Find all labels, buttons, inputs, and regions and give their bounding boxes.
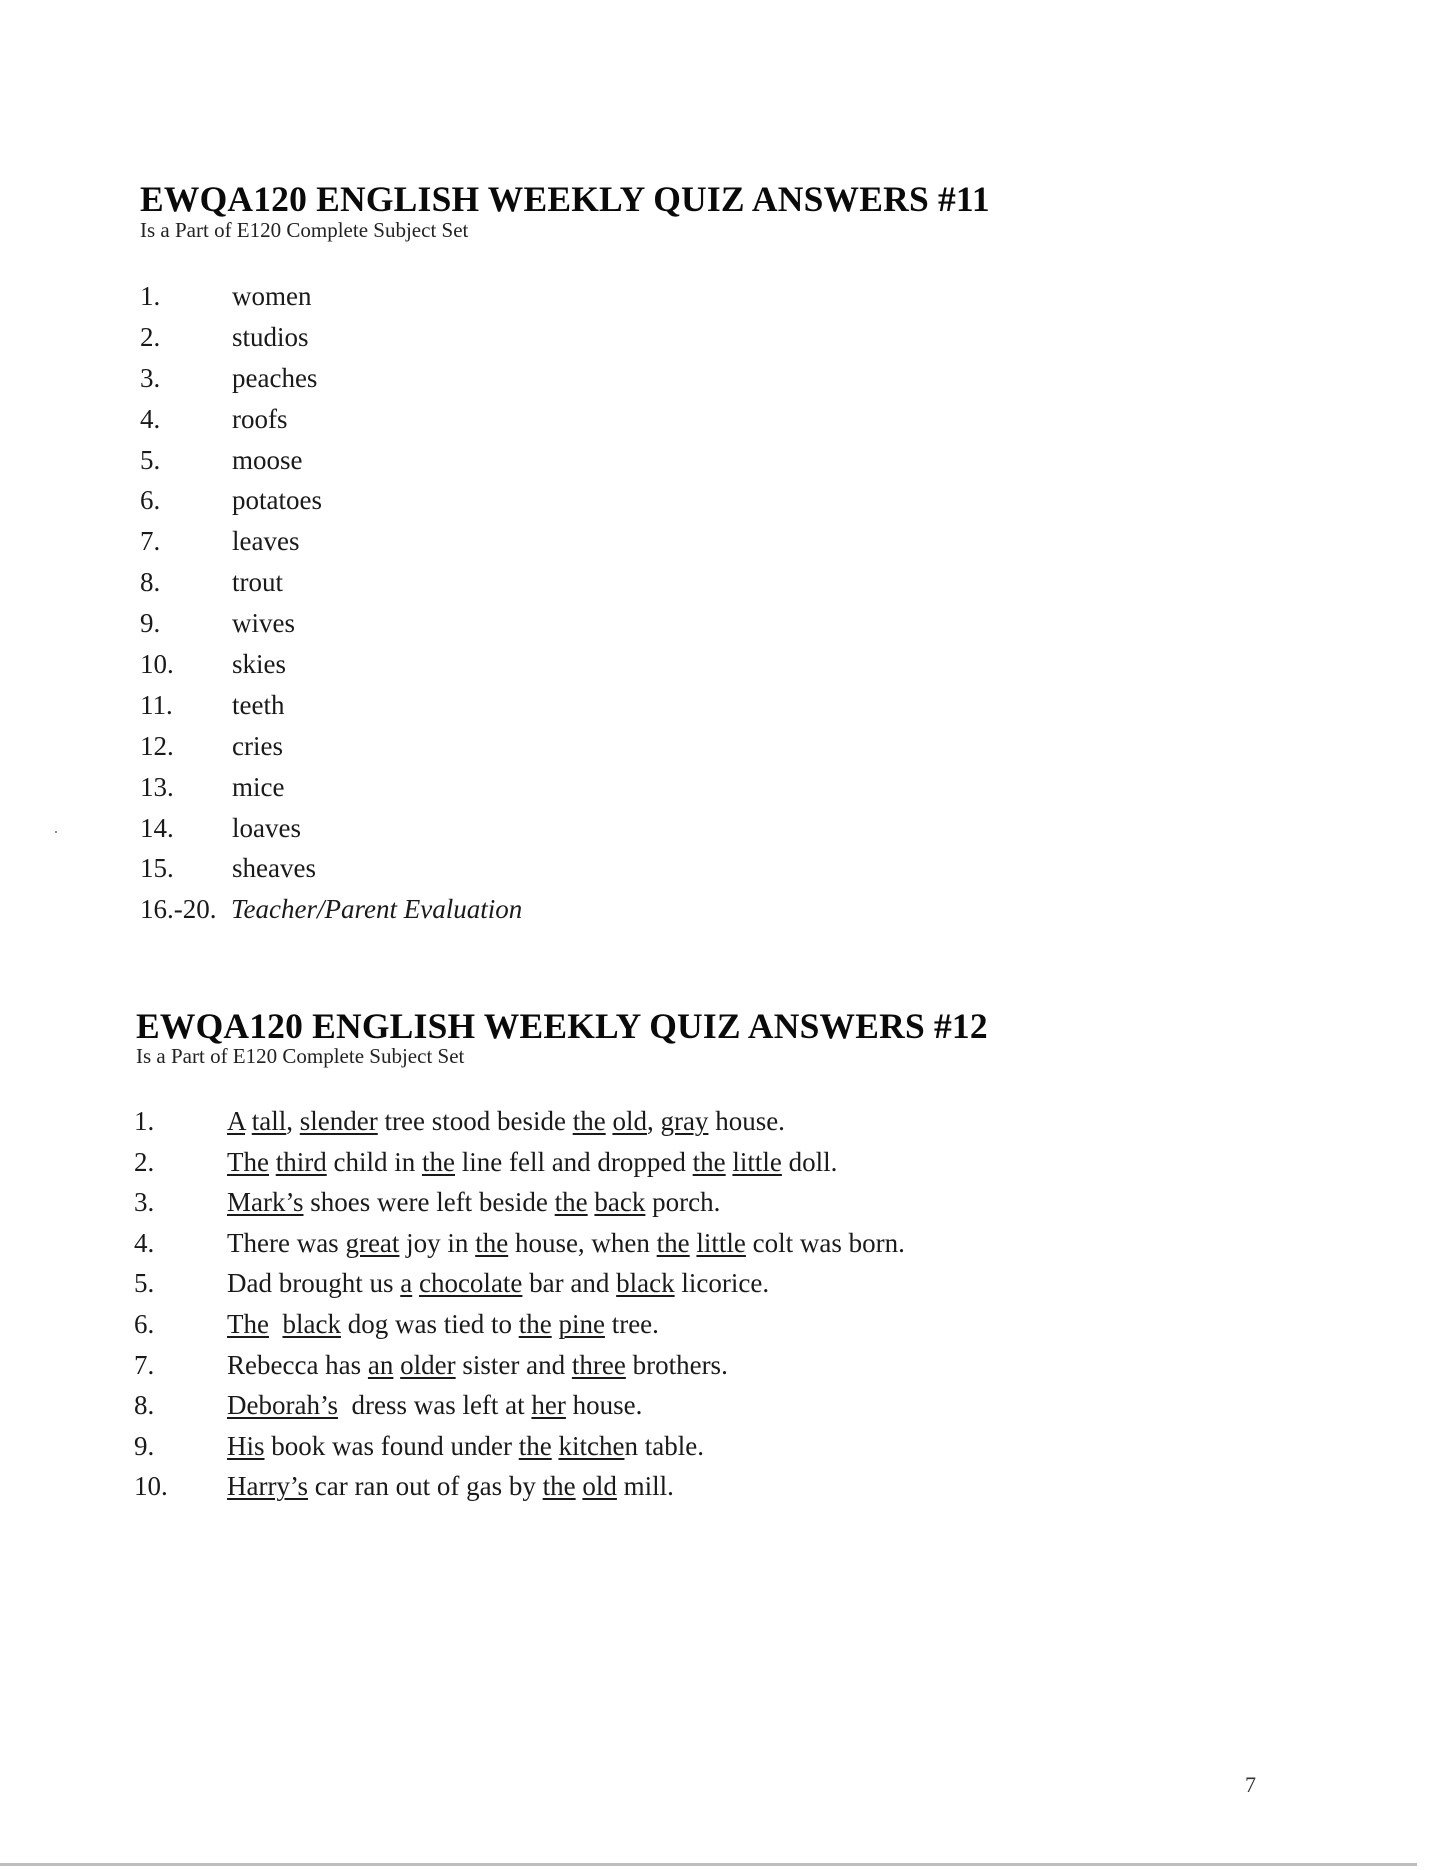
underlined-adjective: The xyxy=(227,1308,269,1339)
answer-text: wives xyxy=(232,608,295,639)
sentence-fragment: dress was left at xyxy=(337,1390,532,1421)
underlined-adjective: chocolate xyxy=(418,1268,523,1299)
underlined-adjective: tall xyxy=(251,1106,287,1136)
underlined-adjective: slender xyxy=(299,1106,378,1136)
sentence-text xyxy=(227,1308,659,1339)
item-number: 11. xyxy=(140,689,173,720)
sentence-text xyxy=(227,1473,674,1500)
answer-text: women xyxy=(232,281,312,311)
underlined-adjective: her xyxy=(531,1390,566,1421)
sentence-row xyxy=(134,1227,1234,1271)
underlined-adjective: His xyxy=(227,1430,265,1461)
answer-row xyxy=(140,283,840,324)
item-number: 7. xyxy=(140,526,161,557)
answer-text: skies xyxy=(232,649,286,680)
sentence-fragment: Rebecca has xyxy=(227,1349,368,1380)
answer-row xyxy=(140,569,840,610)
sentence-fragment: book was found under xyxy=(264,1430,519,1461)
underlined-adjective: back xyxy=(594,1187,646,1218)
sentence-fragment: There was xyxy=(227,1227,346,1258)
item-number: 13. xyxy=(140,771,174,802)
item-number: 14. xyxy=(140,812,174,843)
item-number: 4. xyxy=(140,403,161,434)
sentence-fragment: bar and xyxy=(522,1268,617,1299)
sentence-row xyxy=(134,1270,1234,1311)
sentence-row xyxy=(134,1430,1234,1474)
answer-text: teeth xyxy=(232,689,285,720)
item-number: 4. xyxy=(134,1227,155,1258)
underlined-adjective: the xyxy=(692,1146,726,1177)
sentence-row xyxy=(134,1189,1234,1230)
sentence-text xyxy=(227,1189,720,1216)
underlined-adjective: the xyxy=(421,1146,455,1177)
page-number: 7 xyxy=(1245,1772,1256,1797)
sentence-fragment: dog was tied to xyxy=(340,1308,519,1339)
underlined-adjective: Deborah’s xyxy=(227,1390,338,1421)
sentence-fragment xyxy=(269,1309,283,1339)
underlined-adjective: black xyxy=(282,1308,341,1339)
underlined-adjective: old xyxy=(582,1471,617,1502)
underlined-adjective: the xyxy=(518,1430,552,1461)
sentence-row xyxy=(134,1349,1234,1393)
answer-text: moose xyxy=(232,444,303,475)
item-number: 9. xyxy=(140,608,161,639)
sentence-fragment: house. xyxy=(565,1390,643,1421)
answer-row xyxy=(140,444,840,488)
answer-text: roofs xyxy=(232,403,288,434)
item-number: 6. xyxy=(134,1308,155,1339)
answer-text: mice xyxy=(232,771,285,802)
item-number: 10. xyxy=(134,1471,168,1502)
underlined-adjective: an xyxy=(367,1349,394,1380)
sentence-text xyxy=(227,1108,785,1135)
answer-row xyxy=(140,362,840,406)
item-number: 12. xyxy=(140,730,174,761)
sentence-fragment: house. xyxy=(708,1106,785,1136)
item-number: 2. xyxy=(140,321,161,352)
sentence-fragment: sister and xyxy=(455,1349,572,1380)
sentence-row xyxy=(134,1108,1234,1149)
sentence-row xyxy=(134,1392,1234,1433)
underlined-adjective: great xyxy=(345,1227,400,1258)
item-number: 9. xyxy=(134,1430,155,1461)
page-bottom-rule xyxy=(0,1863,1417,1866)
item-number: 3. xyxy=(140,362,161,393)
underlined-adjective: the xyxy=(656,1227,690,1258)
underlined-adjective: older xyxy=(400,1349,456,1380)
quiz-11-title: EWQA120 ENGLISH WEEKLY QUIZ ANSWERS #11 xyxy=(140,179,990,219)
sentence-fragment: line fell and dropped xyxy=(454,1146,693,1177)
quiz-12-subtitle: Is a Part of E120 Complete Subject Set xyxy=(136,1044,465,1068)
underlined-adjective: the xyxy=(518,1308,552,1339)
item-number: 3. xyxy=(134,1187,155,1218)
underlined-adjective: little xyxy=(696,1227,746,1258)
sentence-fragment: joy in xyxy=(399,1227,476,1258)
underlined-adjective: Harry’s xyxy=(227,1471,308,1502)
item-number: 8. xyxy=(140,567,161,598)
answer-text: potatoes xyxy=(232,485,322,516)
sentence-text xyxy=(227,1227,905,1258)
answer-text: peaches xyxy=(232,362,318,393)
sentence-fragment: colt was born. xyxy=(745,1227,905,1258)
sentence-fragment xyxy=(245,1106,252,1136)
underlined-adjective: old xyxy=(612,1106,647,1136)
sentence-fragment: doll. xyxy=(781,1146,838,1177)
sentence-fragment: brothers. xyxy=(625,1349,728,1380)
sentence-text xyxy=(227,1349,728,1380)
underlined-adjective: The xyxy=(227,1146,269,1177)
answer-text: trout xyxy=(232,567,283,598)
item-number: 8. xyxy=(134,1390,155,1421)
sentence-row xyxy=(134,1308,1234,1352)
quiz-12-answer-list xyxy=(134,1108,1234,1514)
answer-row xyxy=(140,487,840,528)
quiz-12-title: EWQA120 ENGLISH WEEKLY QUIZ ANSWERS #12 xyxy=(136,1006,988,1046)
sentence-fragment: child in xyxy=(326,1146,422,1177)
underlined-adjective: kitche xyxy=(558,1430,625,1461)
item-number: 2. xyxy=(134,1146,155,1177)
underlined-adjective: black xyxy=(616,1268,675,1299)
sentence-fragment: house, when xyxy=(508,1227,657,1258)
sentence-fragment: tree. xyxy=(604,1308,659,1339)
underlined-adjective: the xyxy=(572,1106,606,1136)
sentence-fragment: n table. xyxy=(624,1430,704,1461)
answer-row xyxy=(140,528,840,569)
answer-text: loaves xyxy=(232,812,301,843)
sentence-fragment xyxy=(412,1268,419,1298)
answer-text: studios xyxy=(232,321,309,352)
sentence-fragment: shoes were left beside xyxy=(303,1187,555,1218)
underlined-adjective: the xyxy=(542,1471,576,1502)
answer-row xyxy=(140,812,840,856)
answer-row xyxy=(140,403,840,447)
sentence-fragment: car ran out of gas by xyxy=(307,1471,543,1502)
item-number: 7. xyxy=(134,1349,155,1380)
item-number: 16.-20. xyxy=(140,894,217,925)
item-number: 15. xyxy=(140,853,174,884)
underlined-adjective: the xyxy=(554,1187,588,1218)
underlined-adjective: pine xyxy=(558,1308,605,1339)
underlined-adjective: the xyxy=(475,1227,509,1258)
answer-row xyxy=(140,855,840,896)
answer-text: sheaves xyxy=(232,853,316,884)
sentence-fragment: , xyxy=(646,1106,661,1136)
answer-row xyxy=(140,771,840,815)
sentence-row xyxy=(134,1473,1234,1514)
scan-speck xyxy=(55,831,57,833)
underlined-adjective: little xyxy=(732,1146,782,1177)
item-number: 1. xyxy=(134,1106,155,1136)
sentence-fragment: porch. xyxy=(645,1187,721,1218)
quiz-11-subtitle: Is a Part of E120 Complete Subject Set xyxy=(140,218,469,242)
item-number: 1. xyxy=(140,281,161,311)
sentence-row xyxy=(134,1146,1234,1190)
underlined-adjective: Mark’s xyxy=(227,1187,304,1218)
item-number: 10. xyxy=(140,649,174,680)
answer-row xyxy=(140,610,840,651)
answer-row xyxy=(140,321,840,365)
answer-row xyxy=(140,730,840,774)
sentence-fragment: Dad brought us xyxy=(227,1268,401,1299)
underlined-adjective: third xyxy=(275,1146,327,1177)
sentence-fragment: licorice. xyxy=(674,1268,770,1299)
evaluation-note: Teacher/Parent Evaluation xyxy=(231,894,523,925)
quiz-11-answer-list xyxy=(140,283,840,937)
underlined-adjective: three xyxy=(571,1349,626,1380)
answer-text: cries xyxy=(232,730,283,761)
sentence-text xyxy=(227,1270,769,1297)
evaluation-row xyxy=(140,896,840,937)
sentence-fragment: tree stood beside xyxy=(377,1106,573,1136)
answer-row xyxy=(140,689,840,733)
underlined-adjective: gray xyxy=(660,1106,709,1136)
sentence-text xyxy=(227,1146,838,1177)
sentence-text xyxy=(227,1430,704,1461)
sentence-fragment: mill. xyxy=(616,1471,674,1502)
item-number: 5. xyxy=(134,1268,155,1299)
answer-row xyxy=(140,651,840,692)
item-number: 5. xyxy=(140,444,161,475)
sentence-fragment: , xyxy=(286,1106,300,1136)
sentence-fragment xyxy=(269,1147,276,1177)
answer-text: leaves xyxy=(232,526,300,557)
item-number: 6. xyxy=(140,485,161,516)
underlined-adjective: A xyxy=(227,1106,246,1136)
underlined-adjective: a xyxy=(400,1268,413,1299)
sentence-text xyxy=(227,1392,642,1419)
